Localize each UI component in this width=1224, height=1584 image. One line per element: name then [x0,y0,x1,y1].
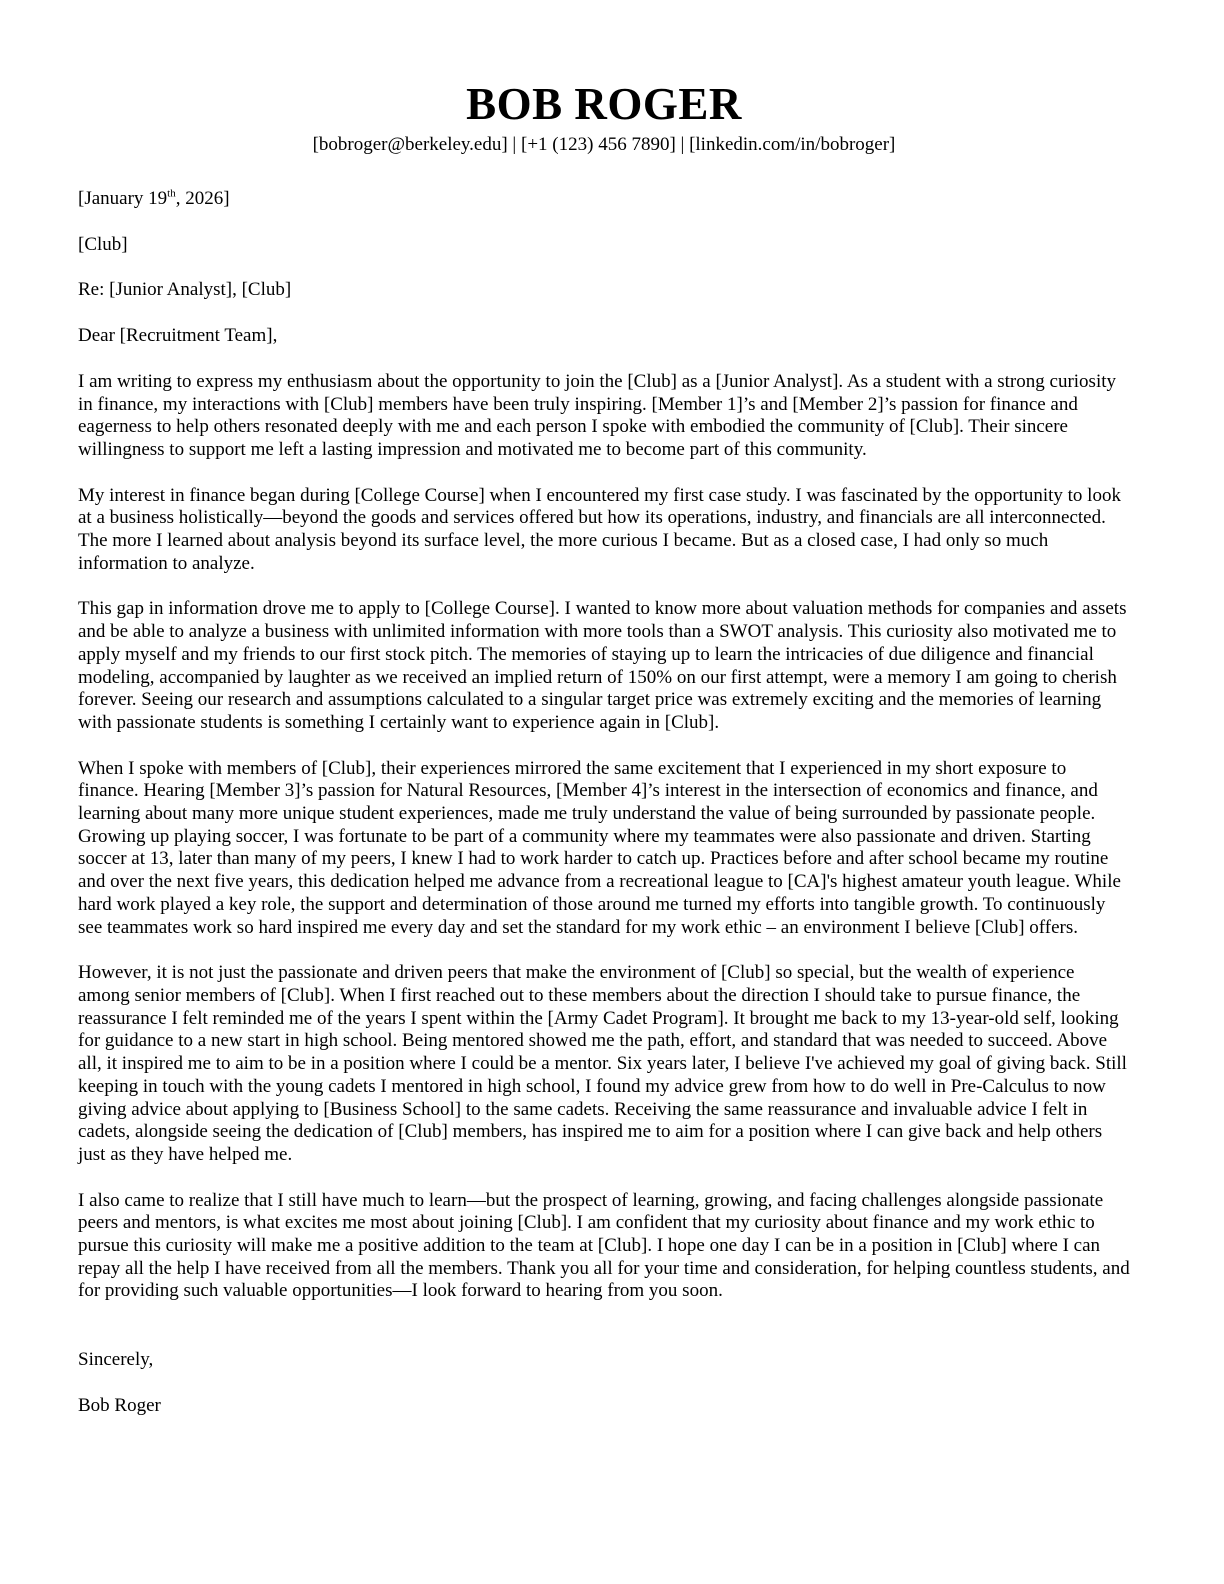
body-paragraph-5: However, it is not just the passionate and driven peers that make the environment of [Club] so special, but the wealth of experience among senior members of [Club]. When I first reached out to these members about the direction I should take to pursue finance, the reassurance I felt reminded me of the years I spent within the [Army Cadet Program]. It brought me back to my 13-year-old self, looking for guidance to a new start in high school. Being mentored showed me the path, effort, and standard that was needed to succeed. Above all, it inspired me to aim to be in a position where I could be a mentor. Six years later, I believe I've achieved my goal of giving back. Still keeping in touch with the young cadets I mentored in high school, I found my advice grew from how to do well in Pre-Calculus to now giving advice about applying to [Business School] to the same cadets. Receiving the same reassurance and invaluable advice I felt in cadets, alongside seeing the dedication of [Club] members, has inspired me to aim for a position where I can give back and help others just as they have helped me. [78,962,1127,1165]
date-year: , 2026] [175,188,230,209]
applicant-name: BOB ROGER [466,79,742,129]
body-paragraph-2: My interest in finance began during [College Course] when I encountered my first case study. I was fascinated by the opportunity to look at a business holistically—beyond the goods and services offered but how its operations, industry, and financials are all interconnected. The more I learned about analysis beyond its surface level, the more curious I became. But as a closed case, I had only so much information to analyze. [78,484,1121,574]
body-paragraph-6: I also came to realize that I still have much to learn—but the prospect of learning, growing, and facing challenges alongside passionate peers and mentors, is what excites me most about joining [Club]. I am confident that my curiosity about finance and my work ethic to pursue this curiosity will make me a positive addition to the team at [Club]. I hope one day I can be in a position in [Club] where I can repay all the help I have received from all the members. Thank you all for your time and consideration, for helping countless students, and for providing such valuable opportunities—I look forward to hearing from you soon. [78,1189,1130,1302]
body-paragraph-4: When I spoke with members of [Club], their experiences mirrored the same excitement that I experienced in my short exposure to finance. Hearing [Member 3]’s passion for Natural Resources, [Member 4]’s interest in the intersection of economics and finance, and learning about many more unique student experiences, made me truly understand the value of being surrounded by passionate people. Growing up playing soccer, I was fortunate to be part of a community where my teammates were also passionate and driven. Starting soccer at 13, later than many of my peers, I knew I had to work harder to catch up. Practices before and after school became my routine and over the next five years, this dedication helped me advance from a recreational league to [CA]'s highest amateur youth league. While hard work played a key role, the support and determination of those around me turned my efforts into tangible growth. To continuously see teammates work so hard inspired me every day and set the standard for my work ethic – an environment I believe [Club] offers. [78,757,1121,938]
body-paragraph-1: I am writing to express my enthusiasm about the opportunity to join the [Club] as a [Junior Analyst]. As a student with a strong curiosity in finance, my interactions with [Club] members have been truly inspiring. [Member 1]’s and [Member 2]’s passion for finance and eagerness to help others resonated deeply with me and each person I spoke with embodied the community of [Club]. Their sincere willingness to support me left a lasting impression and motivated me to become part of this community. [78,370,1117,460]
subject-line: Re: [Junior Analyst], [Club] [78,279,292,301]
date-ordinal-suffix: th [167,187,176,200]
letter-date [78,188,1130,211]
cover-letter-page [78,78,1130,1418]
closing: Sincerely, [78,1349,154,1371]
recipient: [Club] [78,233,128,255]
contact-info: [bobroger@berkeley.edu] | [+1 (123) 456 7890] | [linkedin.com/in/bobroger] [312,134,896,155]
date-main: [January 19 [78,188,168,209]
signature: Bob Roger [78,1394,161,1416]
body-paragraph-3: This gap in information drove me to apply to [College Course]. I wanted to know more about valuation methods for companies and assets and be able to analyze a business with unlimited information with more tools than a SWOT analysis. This curiosity also motivated me to apply myself and my friends to our first stock pitch. The memories of staying up to learn the intricacies of due diligence and financial modeling, accompanied by laughter as we received an implied return of 150% on our first attempt, were a memory I am going to cherish forever. Seeing our research and assumptions calculated to a singular target price was extremely exciting and the memories of learning with passionate students is something I certainly want to experience again in [Club]. [78,598,1127,733]
salutation: Dear [Recruitment Team], [78,325,278,347]
